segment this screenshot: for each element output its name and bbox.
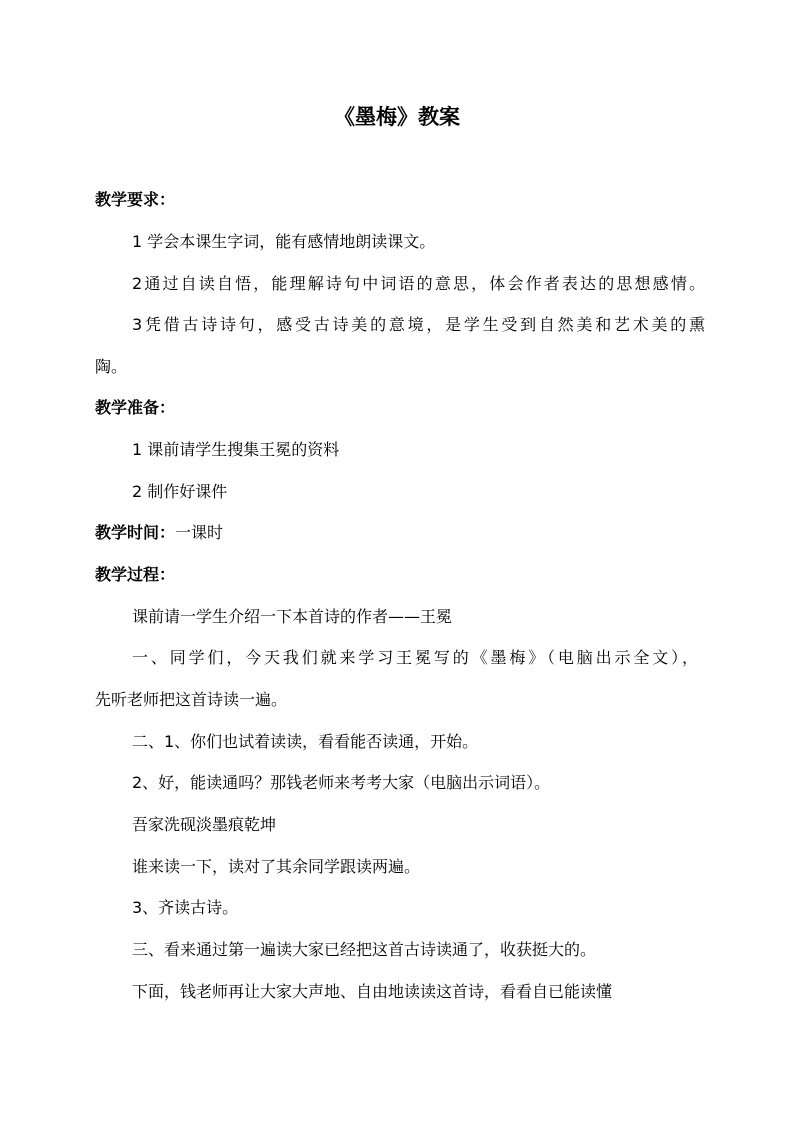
requirement-item-1: 1 学会本课生字词，能有感情地朗读课文。 [132, 232, 436, 251]
preparation-heading: 教学准备： [95, 398, 176, 417]
process-paragraph-8: 三、看来通过第一遍读大家已经把这首古诗读通了，收获挺大的。 [132, 940, 597, 959]
process-paragraph-3: 二、1、你们也试着读读，看看能否读通，开始。 [132, 732, 479, 751]
process-heading: 教学过程： [95, 565, 176, 584]
time-line [95, 522, 705, 544]
preparation-item-2: 2 制作好课件 [132, 482, 228, 501]
requirement-item-3-cont: 陶。 [95, 357, 128, 376]
requirement-item-3: 3凭借古诗诗句，感受古诗美的意境，是学生受到自然美和艺术美的熏 [132, 315, 705, 334]
process-paragraph-9: 下面，钱老师再让大家大声地、自由地读读这首诗，看看自已能读懂 [132, 982, 613, 1001]
time-value: 一课时 [175, 523, 224, 542]
process-paragraph-6: 谁来读一下，读对了其余同学跟读两遍。 [132, 857, 421, 876]
requirement-item-2: 2通过自读自悟，能理解诗句中词语的意思，体会作者表达的思想感情。 [132, 274, 705, 293]
process-paragraph-2-cont: 先听老师把这首诗读一遍。 [95, 690, 288, 709]
document-title: 《墨梅》教案 [334, 105, 460, 129]
process-paragraph-2: 一、同学们，今天我们就来学习王冕写的《墨梅》（电脑出示全文）， [132, 648, 698, 667]
process-paragraph-5: 吾家洗砚淡墨痕乾坤 [132, 815, 277, 834]
process-paragraph-1: 课前请一学生介绍一下本首诗的作者——王冕 [132, 607, 453, 626]
time-heading: 教学时间： [95, 523, 176, 542]
process-paragraph-4: 2、好，能读通吗？那钱老师来考考大家（电脑出示词语）。 [132, 773, 551, 792]
requirements-heading: 教学要求： [95, 190, 176, 209]
preparation-item-1: 1 课前请学生搜集王冕的资料 [132, 440, 340, 459]
process-paragraph-7: 3、齐读古诗。 [132, 898, 239, 917]
